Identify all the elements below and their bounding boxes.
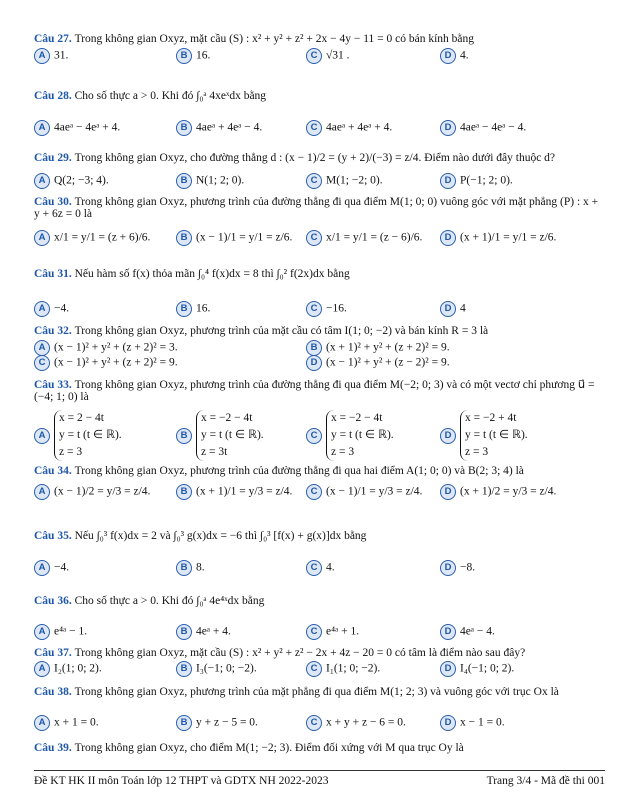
page-footer	[34, 770, 605, 787]
question-39	[34, 742, 605, 754]
option-letter-badge: C	[34, 355, 50, 371]
option-a[interactable]	[34, 715, 99, 731]
option-text: 4aeᵃ + 4eᵃ − 4.	[196, 121, 263, 134]
option-a[interactable]	[34, 661, 102, 677]
question-number: Câu 36.	[34, 595, 75, 607]
option-text: 4.	[460, 49, 469, 62]
option-c[interactable]	[306, 624, 359, 640]
option-text: e⁴ᵃ + 1.	[326, 625, 360, 638]
question-35	[34, 530, 605, 542]
question-number: Câu 28.	[34, 90, 75, 102]
option-letter-badge: D	[440, 428, 456, 444]
option-c[interactable]	[306, 560, 335, 576]
option-a[interactable]	[34, 410, 122, 461]
option-text: 4eᵃ − 4.	[460, 625, 495, 638]
equation-line: y = t (t ∈ ℝ).	[465, 429, 528, 441]
option-c[interactable]	[34, 355, 178, 371]
question-stem: Trong không gian Oxyz, phương trình của đường thẳng đi qua hai điểm A(1; 0; 0) và B(2; 3; 4) là	[74, 465, 524, 477]
option-letter-badge: C	[306, 560, 322, 576]
equation-line: y = t (t ∈ ℝ).	[331, 429, 394, 441]
option-text: Q(2; −3; 4).	[54, 174, 109, 187]
option-letter-badge: A	[34, 230, 50, 246]
option-a[interactable]	[34, 301, 69, 317]
option-text: −4.	[54, 561, 70, 574]
option-text: x − 1 = 0.	[460, 716, 505, 729]
option-text: 4eᵃ + 4.	[196, 625, 231, 638]
question-stem: Cho số thực a > 0. Khi đó ∫₀ᵃ 4xeˣdx bằng	[74, 90, 267, 102]
option-d[interactable]	[306, 355, 450, 371]
option-text: (x + 1)/2 = y/3 = z/4.	[460, 485, 557, 498]
question-37	[34, 647, 605, 659]
option-letter-badge: B	[176, 173, 192, 189]
option-letter-badge: C	[306, 120, 322, 136]
option-d[interactable]	[440, 484, 556, 500]
option-letter-badge: D	[440, 484, 456, 500]
option-text: (x − 1)² + y² + (z + 2)² = 3.	[54, 341, 178, 354]
option-letter-badge: A	[34, 715, 50, 731]
question-28	[34, 90, 605, 102]
option-letter-badge: D	[440, 560, 456, 576]
option-text: 4aeᵃ − 4eᵃ + 4.	[54, 121, 121, 134]
option-letter-badge: A	[34, 484, 50, 500]
option-b[interactable]	[176, 120, 262, 136]
equation-system	[54, 410, 122, 461]
option-text: y + z − 5 = 0.	[196, 716, 258, 729]
option-b[interactable]	[176, 661, 257, 677]
equation-line: z = 3	[59, 446, 83, 458]
equation-line: x = 2 − 4t	[59, 412, 104, 424]
option-letter-badge: D	[440, 715, 456, 731]
option-letter-badge: D	[440, 301, 456, 317]
question-stem: Trong không gian Oxyz, phương trình của mặt cầu có tâm I(1; 0; −2) và bán kính R = 3 là	[74, 325, 489, 337]
option-a[interactable]	[34, 173, 109, 189]
option-c[interactable]	[306, 48, 350, 64]
option-b[interactable]	[176, 301, 210, 317]
option-b[interactable]	[176, 484, 292, 500]
option-text: (x − 1)/1 = y/3 = z/4.	[326, 485, 423, 498]
equation-line: y = t (t ∈ ℝ).	[59, 429, 122, 441]
question-34	[34, 465, 605, 477]
option-letter-badge: C	[306, 230, 322, 246]
option-c[interactable]	[306, 230, 422, 246]
option-letter-badge: C	[306, 484, 322, 500]
equation-system	[196, 410, 264, 461]
question-number: Câu 32.	[34, 325, 75, 337]
footer-page-info: Trang 3/4 - Mã đề thi 001	[486, 775, 605, 787]
equation-system	[460, 410, 528, 461]
question-27	[34, 33, 605, 45]
option-letter-badge: D	[440, 624, 456, 640]
option-d[interactable]	[440, 301, 466, 317]
question-number: Câu 39.	[34, 742, 75, 754]
option-a[interactable]	[34, 48, 68, 64]
question-stem: Trong không gian Oxyz, cho đường thẳng d : (x − 1)/2 = (y + 2)/(−3) = z/4. Điểm nào dưới đây thuộc d?	[74, 152, 556, 164]
option-letter-badge: B	[176, 661, 192, 677]
option-letter-badge: C	[306, 624, 322, 640]
option-letter-badge: A	[34, 661, 50, 677]
option-text: (x + 1)/1 = y/1 = z/6.	[460, 231, 557, 244]
option-a[interactable]	[34, 560, 69, 576]
option-letter-badge: D	[306, 355, 322, 371]
option-letter-badge: A	[34, 120, 50, 136]
option-b[interactable]	[176, 560, 205, 576]
option-letter-badge: A	[34, 48, 50, 64]
option-d[interactable]	[440, 173, 513, 189]
option-b[interactable]	[176, 48, 210, 64]
option-letter-badge: C	[306, 661, 322, 677]
option-c[interactable]	[306, 410, 394, 461]
option-c[interactable]	[306, 120, 392, 136]
question-number: Câu 38.	[34, 686, 75, 698]
option-text: x/1 = y/1 = (z − 6)/6.	[326, 231, 423, 244]
equation-line: z = 3	[465, 446, 489, 458]
option-text: −4.	[54, 302, 70, 315]
option-text: 4aeᵃ + 4eᵃ + 4.	[326, 121, 393, 134]
option-d[interactable]	[440, 715, 505, 731]
option-letter-badge: B	[176, 301, 192, 317]
option-c[interactable]	[306, 661, 380, 677]
option-d[interactable]	[440, 560, 475, 576]
option-d[interactable]	[440, 661, 514, 677]
option-text: (x − 1)² + y² + (z − 2)² = 9.	[326, 356, 450, 369]
question-number: Câu 33.	[34, 379, 75, 391]
option-text: 16.	[196, 49, 211, 62]
question-stem: Trong không gian Oxyz, phương trình của mặt phẳng đi qua điểm M(1; 2; 3) và vuông góc với trục Ox là	[74, 686, 559, 698]
option-letter-badge: D	[440, 173, 456, 189]
option-text: (x − 1)/1 = y/1 = z/6.	[196, 231, 293, 244]
option-a[interactable]	[34, 230, 150, 246]
option-text: I₄(−1; 0; 2).	[460, 662, 515, 675]
option-text: N(1; 2; 0).	[196, 174, 245, 187]
option-text: x + 1 = 0.	[54, 716, 99, 729]
option-letter-badge: A	[34, 173, 50, 189]
question-number: Câu 27.	[34, 33, 75, 45]
question-stem: Trong không gian Oxyz, mặt cầu (S) : x² + y² + z² − 2x + 4z − 20 = 0 có tâm là điểm nào sau đây?	[74, 647, 526, 659]
option-c[interactable]	[306, 173, 383, 189]
equation-system	[326, 410, 394, 461]
option-letter-badge: C	[306, 715, 322, 731]
option-text: M(1; −2; 0).	[326, 174, 383, 187]
option-letter-badge: A	[34, 560, 50, 576]
option-letter-badge: B	[176, 624, 192, 640]
option-letter-badge: B	[176, 230, 192, 246]
option-b[interactable]	[176, 715, 258, 731]
option-text: √31 .	[326, 49, 350, 62]
option-letter-badge: D	[440, 661, 456, 677]
option-d[interactable]	[440, 230, 556, 246]
option-b[interactable]	[176, 173, 244, 189]
question-stem: Nếu hàm số f(x) thỏa mãn ∫₀⁴ f(x)dx = 8 thì ∫₀² f(2x)dx bằng	[74, 268, 350, 280]
option-text: I₃(−1; 0; −2).	[196, 662, 257, 675]
option-d[interactable]	[440, 48, 469, 64]
equation-line: x = −2 − 4t	[331, 412, 383, 424]
equation-line: z = 3t	[201, 446, 228, 458]
question-stem: Nếu ∫₀³ f(x)dx = 2 và ∫₀³ g(x)dx = −6 thì ∫₀³ [f(x) + g(x)]dx bằng	[74, 530, 367, 542]
option-a[interactable]	[34, 120, 120, 136]
option-letter-badge: C	[306, 48, 322, 64]
footer-title: Đề KT HK II môn Toán lớp 12 THPT và GDTX NH 2022-2023	[34, 775, 329, 787]
option-d[interactable]	[440, 624, 495, 640]
option-c[interactable]	[306, 484, 422, 500]
option-a[interactable]	[34, 624, 87, 640]
option-text: 8.	[196, 561, 205, 574]
option-text: e⁴ᵃ − 1.	[54, 625, 88, 638]
option-text: (x + 1)² + y² + (z + 2)² = 9.	[326, 341, 450, 354]
option-b[interactable]	[176, 410, 264, 461]
option-b[interactable]	[176, 624, 231, 640]
option-text: −16.	[326, 302, 347, 315]
option-letter-badge: C	[306, 428, 322, 444]
option-text: (x − 1)/2 = y/3 = z/4.	[54, 485, 151, 498]
option-text: I₁(1; 0; −2).	[326, 662, 381, 675]
question-number: Câu 29.	[34, 152, 75, 164]
option-letter-badge: D	[440, 48, 456, 64]
option-letter-badge: A	[34, 301, 50, 317]
option-letter-badge: B	[176, 428, 192, 444]
equation-line: y = t (t ∈ ℝ).	[201, 429, 264, 441]
equation-line: z = 3	[331, 446, 355, 458]
option-letter-badge: B	[176, 715, 192, 731]
option-text: 31.	[54, 49, 69, 62]
question-31	[34, 268, 605, 280]
question-stem: Trong không gian Oxyz, phương trình của đường thẳng đi qua điểm M(−2; 0; 3) và có một vectơ chỉ phương u⃗ = (−4; 1; 0) là	[34, 379, 595, 403]
option-letter-badge: B	[176, 484, 192, 500]
option-text: I₂(1; 0; 2).	[54, 662, 102, 675]
option-text: 4.	[326, 561, 335, 574]
equation-line: x = −2 + 4t	[465, 412, 517, 424]
option-text: (x + 1)/1 = y/3 = z/4.	[196, 485, 293, 498]
option-text: 16.	[196, 302, 211, 315]
option-letter-badge: B	[176, 560, 192, 576]
option-letter-badge: B	[306, 340, 322, 356]
option-text: (x − 1)² + y² + (z + 2)² = 9.	[54, 356, 178, 369]
option-letter-badge: C	[306, 301, 322, 317]
option-letter-badge: A	[34, 624, 50, 640]
question-38	[34, 686, 605, 698]
option-text: 4	[460, 302, 466, 315]
question-stem: Cho số thực a > 0. Khi đó ∫₀ᵃ 4e⁴ˣdx bằng	[74, 595, 265, 607]
option-letter-badge: D	[440, 230, 456, 246]
option-c[interactable]	[306, 715, 406, 731]
question-33	[34, 377, 605, 403]
equation-line: x = −2 − 4t	[201, 412, 253, 424]
option-letter-badge: C	[306, 173, 322, 189]
question-stem: Trong không gian Oxyz, phương trình của đường thẳng đi qua điểm M(1; 0; 0) vuông góc với mặt phẳng (P) : x + y + 6z = 0 là	[34, 196, 599, 220]
option-text: x/1 = y/1 = (z + 6)/6.	[54, 231, 151, 244]
option-text: −8.	[460, 561, 476, 574]
question-36	[34, 595, 605, 607]
question-32	[34, 325, 605, 337]
option-text: P(−1; 2; 0).	[460, 174, 513, 187]
question-stem: Trong không gian Oxyz, cho điểm M(1; −2; 3). Điểm đối xứng với M qua trục Oy là	[74, 742, 464, 754]
option-b[interactable]	[176, 230, 292, 246]
option-a[interactable]	[34, 484, 150, 500]
option-d[interactable]	[440, 410, 528, 461]
option-text: x + y + z − 6 = 0.	[326, 716, 406, 729]
question-number: Câu 31.	[34, 268, 75, 280]
question-stem: Trong không gian Oxyz, mặt cầu (S) : x² + y² + z² + 2x − 4y − 11 = 0 có bán kính bằng	[74, 33, 475, 45]
option-d[interactable]	[440, 120, 526, 136]
option-letter-badge: B	[176, 120, 192, 136]
option-a[interactable]	[34, 340, 178, 356]
question-number: Câu 37.	[34, 647, 75, 659]
option-c[interactable]	[306, 301, 347, 317]
question-29	[34, 152, 605, 164]
option-letter-badge: A	[34, 428, 50, 444]
option-letter-badge: D	[440, 120, 456, 136]
option-b[interactable]	[306, 340, 450, 356]
question-number: Câu 34.	[34, 465, 75, 477]
question-number: Câu 35.	[34, 530, 75, 542]
question-number: Câu 30.	[34, 196, 75, 208]
option-letter-badge: A	[34, 340, 50, 356]
option-letter-badge: B	[176, 48, 192, 64]
option-text: 4aeᵃ − 4eᵃ − 4.	[460, 121, 527, 134]
question-30	[34, 196, 605, 220]
